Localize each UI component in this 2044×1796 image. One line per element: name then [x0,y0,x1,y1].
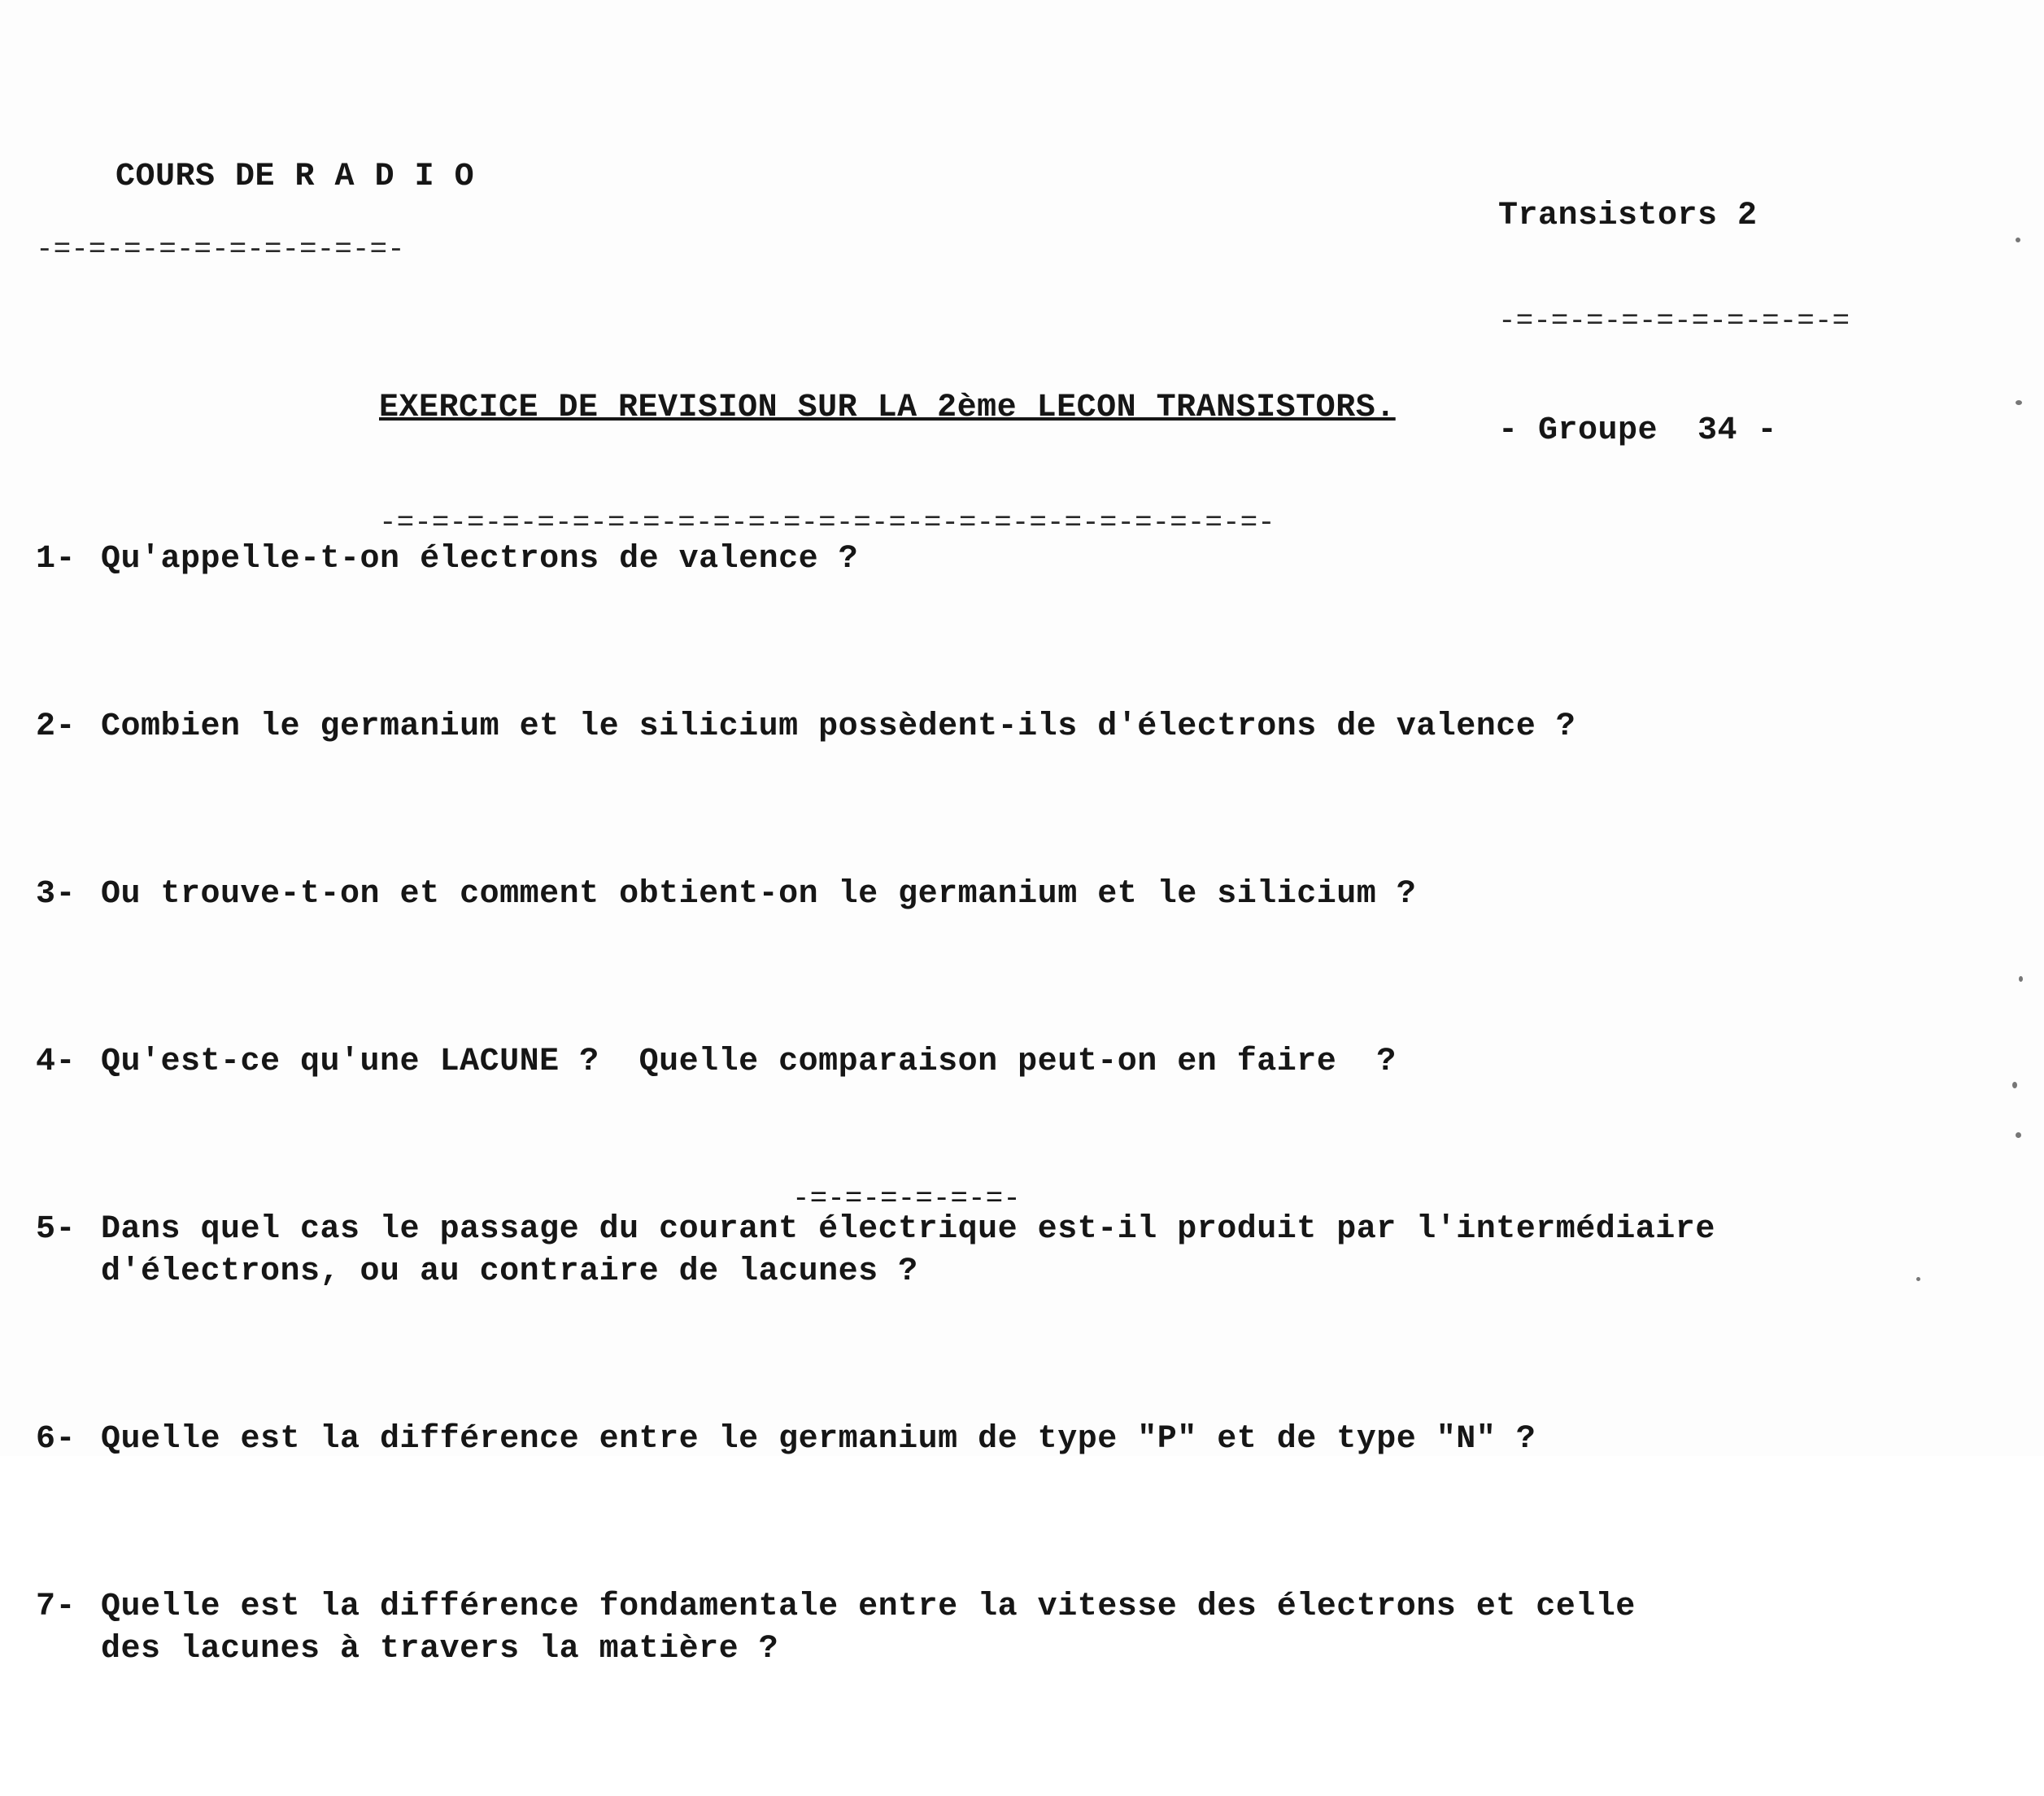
scan-speck [2016,238,2020,242]
question-text: Quelle est la différence fondamentale entre la vitesse des électrons et celle des lacunes à travers la matière ? [101,1589,1636,1667]
subject-title-rule: -=-=-=-=-=-=-=-=-=-= [1498,304,1850,338]
scan-speck [2016,400,2022,405]
course-title: COURS DE R A D I O [115,159,475,195]
scan-speck [1916,1277,1920,1281]
exercise-title-rule: -=-=-=-=-=-=-=-=-=-=-=-=-=-=-=-=-=-=-=-=-=-=-=-=-=- [379,506,1275,539]
question-text: Dans quel cas le passage du courant électrique est-il produit par l'intermédiaire d'électrons, ou au contraire de lacunes ? [101,1211,1715,1290]
question-item [36,1419,1890,1461]
question-number: 1- [36,541,76,578]
question-item [36,538,1890,581]
question-item [36,706,1890,748]
scan-speck [2019,976,2023,982]
question-text: Qu'appelle-t-on électrons de valence ? [101,541,859,578]
question-number: 6- [36,1421,76,1458]
group-label: - Groupe 34 - [1498,412,1778,449]
question-number: 3- [36,876,76,913]
question-number: 5- [36,1211,76,1248]
scan-speck [2012,1082,2017,1088]
question-text: Ou trouve-t-on et comment obtient-on le germanium et le silicium ? [101,876,1417,913]
scan-speck [2016,1132,2021,1138]
question-item [36,1209,1890,1293]
question-number: 4- [36,1044,76,1080]
subject-title: Transistors 2 [1498,198,1758,234]
exercise-title: EXERCICE DE REVISION SUR LA 2ème LECON TRANSISTORS. [379,390,1396,426]
question-text: Qu'est-ce qu'une LACUNE ? Quelle comparaison peut-on en faire ? [101,1044,1397,1080]
question-item [36,1586,1890,1671]
question-list [36,454,1890,1796]
course-title-rule: -=-=-=-=-=-=-=-=-=-=- [36,233,405,266]
question-item [36,874,1890,916]
question-number: 7- [36,1589,76,1625]
closing-rule: -=-=-=-=-=-=- [792,1182,1021,1215]
question-number: 2- [36,708,76,745]
question-item [36,1041,1890,1083]
question-text: Quelle est la différence entre le germanium de type "P" et de type "N" ? [101,1421,1536,1458]
question-text: Combien le germanium et le silicium possèdent-ils d'électrons de valence ? [101,708,1576,745]
